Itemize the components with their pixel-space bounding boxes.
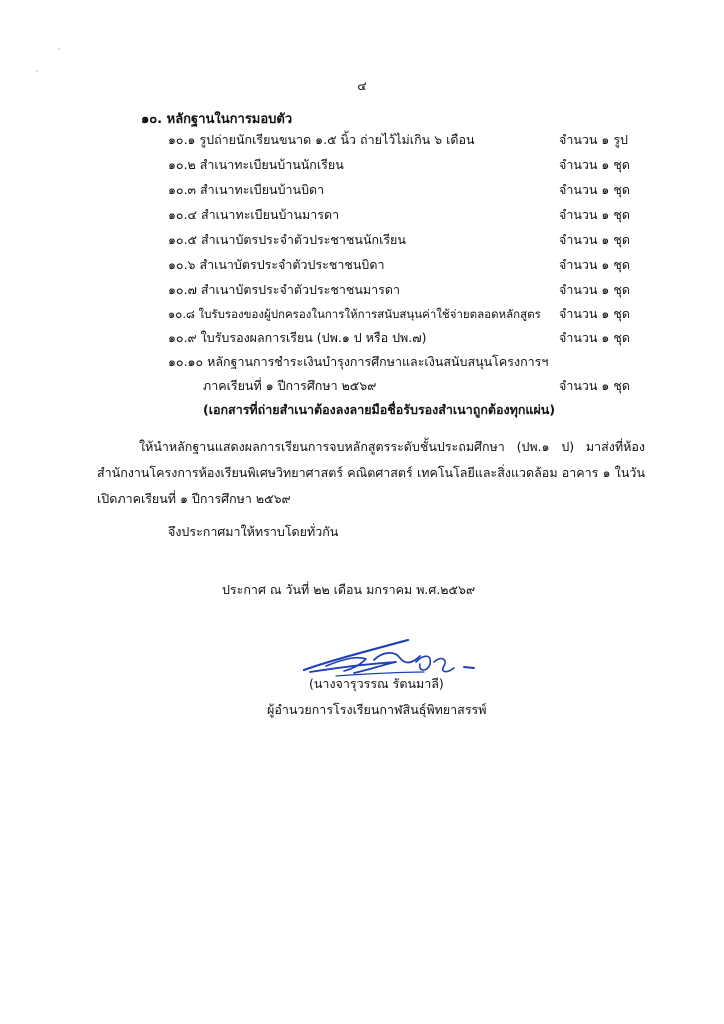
item-quantity: จำนวน ๑ ชุด xyxy=(559,232,630,247)
item-quantity: จำนวน ๑ ชุด xyxy=(559,378,630,393)
list-item xyxy=(168,230,638,250)
item-quantity: จำนวน ๑ ชุด xyxy=(559,330,630,345)
announcement-date: ประกาศ ณ วันที่ ๒๒ เดือน มกราคม พ.ศ.๒๕๖๙ xyxy=(222,582,476,597)
list-item xyxy=(168,155,638,175)
item-label: ๑๐.๙ ใบรับรองผลการเรียน (ปพ.๑ ป หรือ ปพ.๗) xyxy=(168,330,427,345)
announcement-line: จึงประกาศมาให้ทราบโดยทั่วกัน xyxy=(168,524,339,539)
item-label: ๑๐.๑๐ หลักฐานการชำระเงินบำรุงการศึกษาและเงินสนับสนุนโครงการฯ xyxy=(168,354,549,369)
list-item xyxy=(168,280,638,300)
copy-certification-note: (เอกสารที่ถ่ายสำเนาต้องลงลายมือชื่อรับรองสำเนาถูกต้องทุกแผ่น) xyxy=(203,402,556,417)
signer-name: (นางจารุวรรณ รัตนมาลี) xyxy=(309,676,444,691)
list-item xyxy=(168,352,638,372)
item-quantity: จำนวน ๑ ชุด xyxy=(559,157,630,172)
section-heading: ๑๐. หลักฐานในการมอบตัว xyxy=(141,112,293,127)
item-quantity: จำนวน ๑ ชุด xyxy=(559,282,630,297)
signer-title: ผู้อำนวยการโรงเรียนกาฬสินธุ์พิทยาสรรพ์ xyxy=(267,702,487,717)
list-item xyxy=(168,304,638,324)
item-label: ๑๐.๑ รูปถ่ายนักเรียนขนาด ๑.๕ นิ้ว ถ่ายไว้ไม่เกิน ๖ เดือน xyxy=(168,132,475,147)
list-item xyxy=(168,255,638,275)
item-quantity: จำนวน ๑ ชุด xyxy=(559,182,630,197)
list-item xyxy=(168,328,638,348)
item-label: ๑๐.๖ สำเนาบัตรประจำตัวประชาชนบิดา xyxy=(168,257,385,272)
item-label: ๑๐.๒ สำเนาทะเบียนบ้านนักเรียน xyxy=(168,157,344,172)
scan-speck xyxy=(58,48,60,50)
item-quantity: จำนวน ๑ ชุด xyxy=(559,207,630,222)
item-label: ภาคเรียนที่ ๑ ปีการศึกษา ๒๕๖๙ xyxy=(203,378,377,393)
item-quantity: จำนวน ๑ รูป xyxy=(559,132,628,147)
page-number: ๔ xyxy=(357,78,367,93)
instruction-paragraph: ให้นำหลักฐานแสดงผลการเรียนการจบหลักสูตรระดับชั้นประถมศึกษา (ปพ.๑ ป) มาส่งที่ห้องสำนักงานโครงการห้องเรียนพิเศษวิทยาศาสตร์ คณิตศาสตร์ เทคโนโลยีและสิ่งแวดล้อม อาคาร ๑ ในวันเปิดภาคเรียนที่ ๑ ปีการศึกษา ๒๕๖๙ xyxy=(97,439,645,506)
list-item-continuation xyxy=(203,376,638,396)
item-label: ๑๐.๗ สำเนาบัตรประจำตัวประชาชนมารดา xyxy=(168,282,401,297)
item-label: ๑๐.๘ ใบรับรองของผู้ปกครองในการให้การสนับสนุนค่าใช้จ่ายตลอดหลักสูตร xyxy=(168,307,541,321)
item-quantity: จำนวน ๑ ชุด xyxy=(559,257,630,272)
item-label: ๑๐.๓ สำเนาทะเบียนบ้านบิดา xyxy=(168,182,325,197)
item-quantity: จำนวน ๑ ชุด xyxy=(559,306,630,321)
scan-speck xyxy=(36,70,38,72)
list-item xyxy=(168,180,638,200)
list-item xyxy=(168,130,638,150)
list-item xyxy=(168,205,638,225)
item-label: ๑๐.๔ สำเนาทะเบียนบ้านมารดา xyxy=(168,207,340,222)
item-label: ๑๐.๕ สำเนาบัตรประจำตัวประชาชนนักเรียน xyxy=(168,232,406,247)
